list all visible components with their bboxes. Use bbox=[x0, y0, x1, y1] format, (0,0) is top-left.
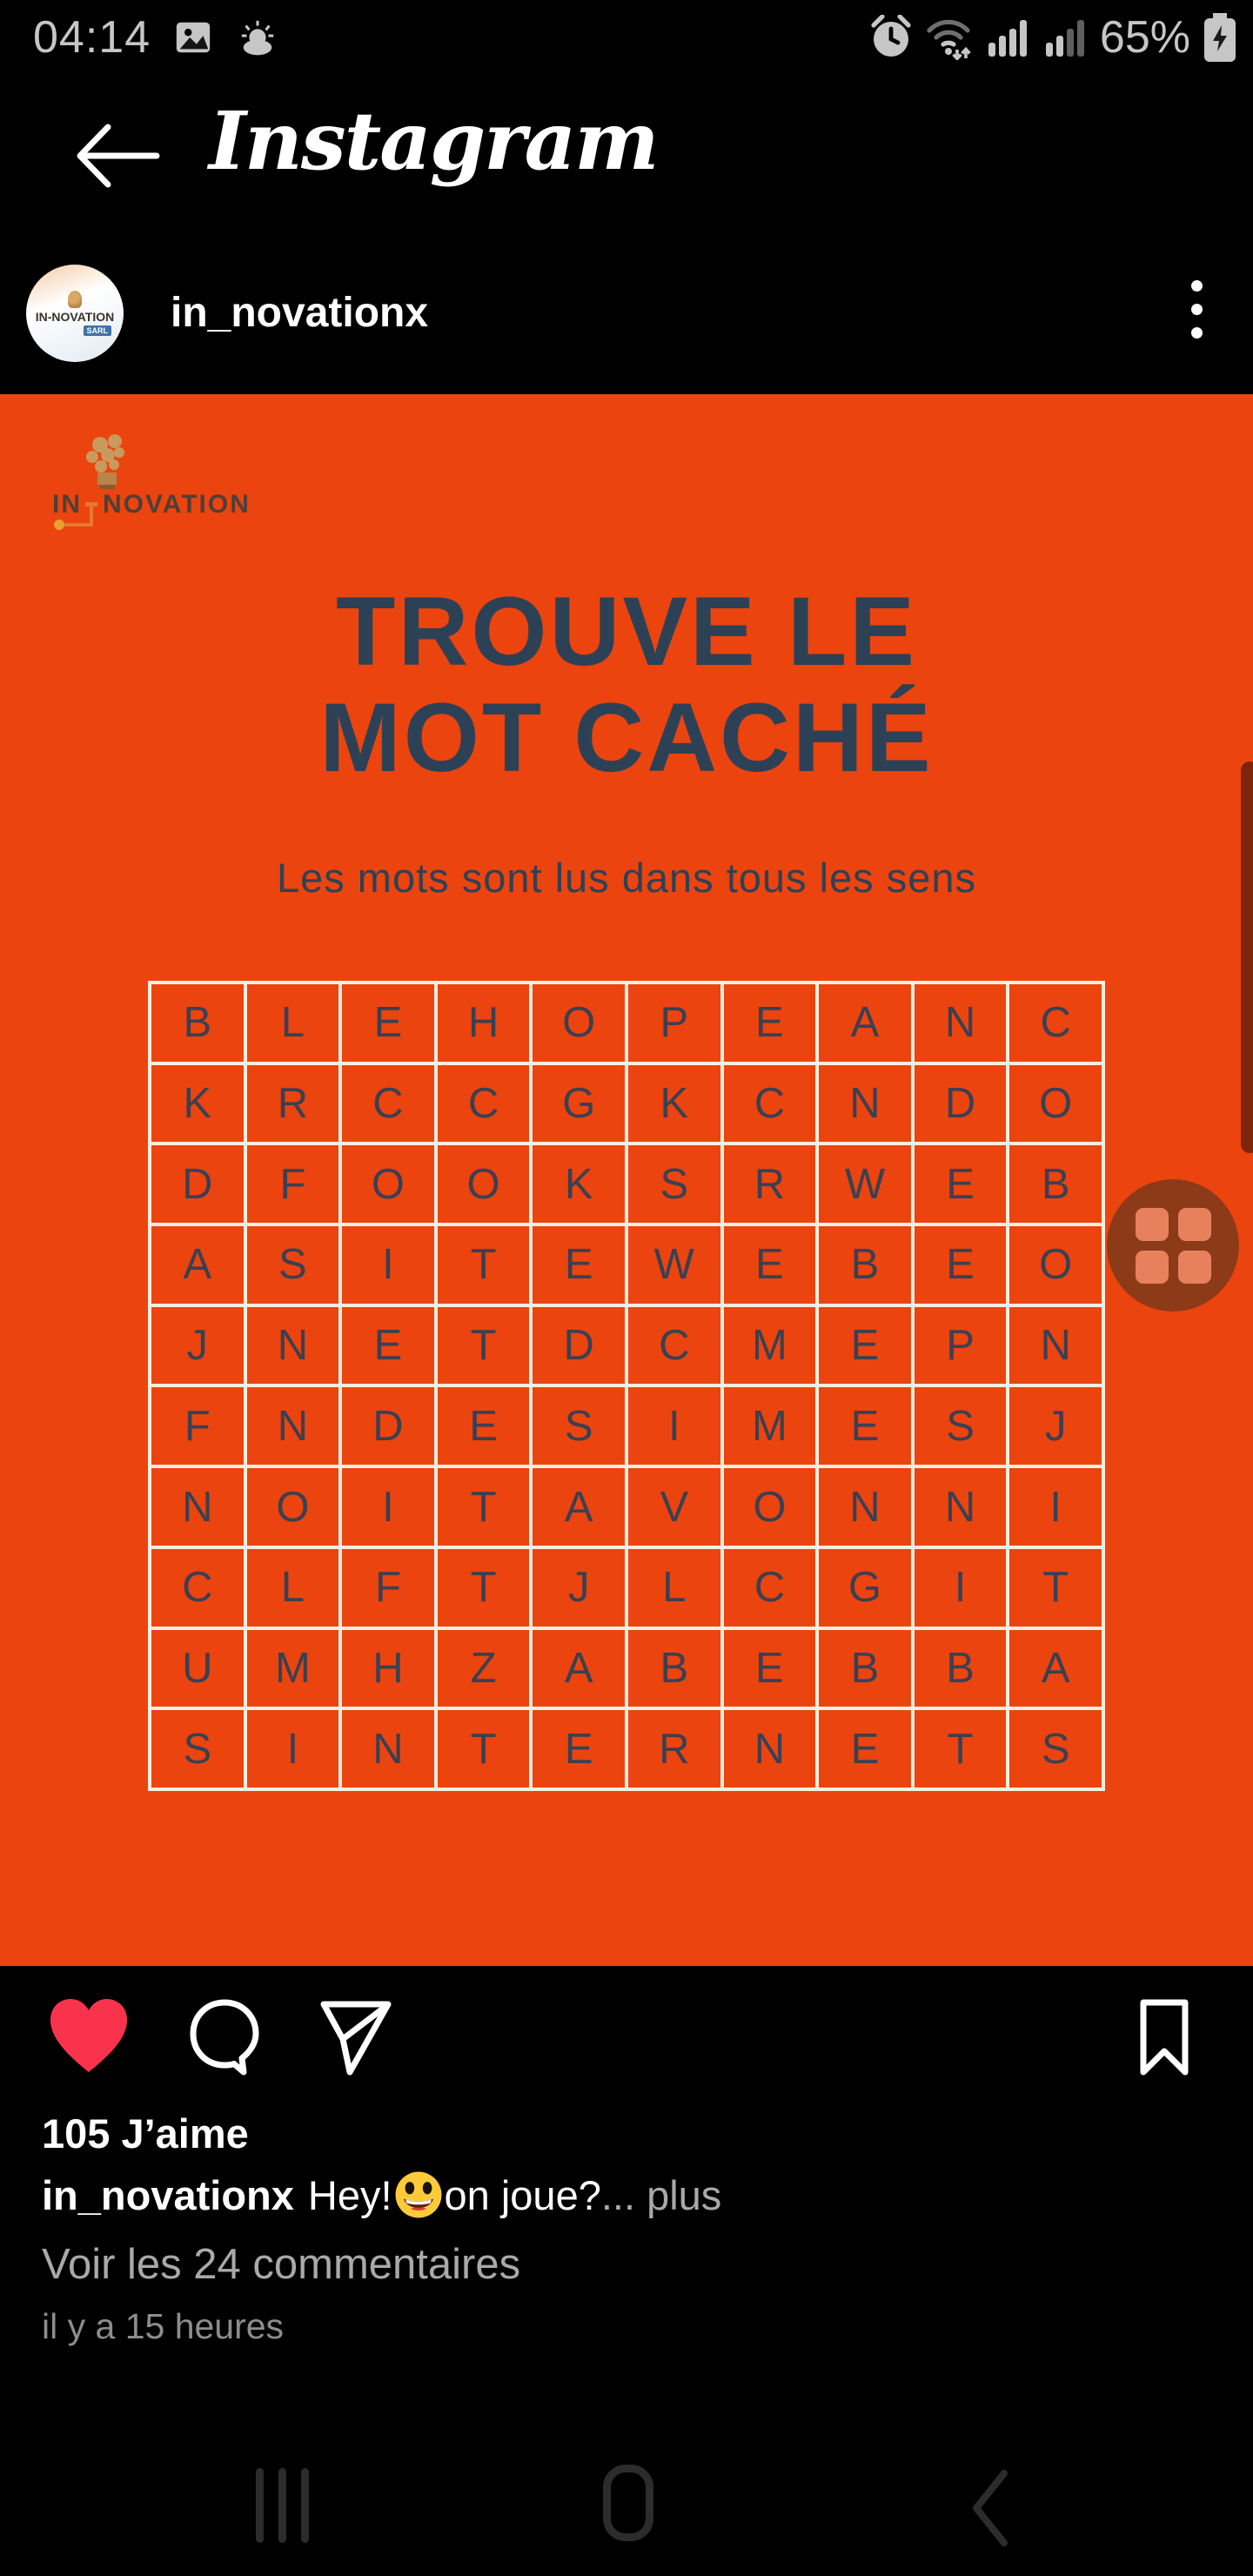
grid-cell: R bbox=[628, 1710, 720, 1788]
grid-cell: E bbox=[342, 984, 434, 1062]
grid-cell: D bbox=[533, 1307, 625, 1385]
grid-cell: V bbox=[628, 1468, 720, 1546]
signal2-icon bbox=[1042, 15, 1088, 60]
grid-cell: N bbox=[819, 1468, 911, 1546]
grid-cell: J bbox=[533, 1549, 625, 1627]
grid-icon bbox=[1136, 1208, 1211, 1284]
grid-cell: L bbox=[247, 1549, 339, 1627]
grid-cell: E bbox=[915, 1226, 1007, 1304]
grid-cell: N bbox=[724, 1710, 816, 1788]
grid-cell: T bbox=[1009, 1549, 1102, 1627]
floating-grid-button[interactable] bbox=[1107, 1179, 1239, 1311]
back-icon[interactable] bbox=[968, 2468, 1013, 2548]
avatar-bulb-icon bbox=[68, 291, 82, 308]
grid-cell: R bbox=[724, 1145, 816, 1223]
grinning-emoji-icon bbox=[394, 2170, 443, 2219]
recents-icon[interactable] bbox=[256, 2468, 309, 2543]
grid-cell: T bbox=[438, 1710, 530, 1788]
three-dot-menu-icon[interactable] bbox=[1191, 280, 1203, 339]
grid-cell: N bbox=[247, 1387, 339, 1465]
grid-cell: O bbox=[342, 1145, 434, 1223]
grid-cell: E bbox=[438, 1387, 530, 1465]
grid-cell: S bbox=[151, 1710, 244, 1788]
grid-cell: E bbox=[915, 1145, 1007, 1223]
grid-cell: F bbox=[151, 1387, 244, 1465]
grid-cell: H bbox=[438, 984, 530, 1062]
grid-cell: E bbox=[533, 1226, 625, 1304]
grid-cell: G bbox=[819, 1549, 911, 1627]
grid-cell: C bbox=[151, 1549, 244, 1627]
grid-cell: A bbox=[151, 1226, 244, 1304]
caption-more-link[interactable]: ... plus bbox=[600, 2171, 722, 2218]
grid-cell: P bbox=[628, 984, 720, 1062]
grid-cell: O bbox=[1009, 1226, 1102, 1304]
grid-cell: T bbox=[438, 1226, 530, 1304]
grid-cell: A bbox=[533, 1630, 625, 1707]
grid-cell: R bbox=[247, 1065, 339, 1143]
grid-cell: I bbox=[342, 1226, 434, 1304]
puzzle-title: TROUVE LE MOT CACHÉ bbox=[319, 577, 934, 792]
grid-cell: I bbox=[247, 1710, 339, 1788]
grid-cell: N bbox=[915, 984, 1007, 1062]
grid-cell: N bbox=[342, 1710, 434, 1788]
grid-cell: B bbox=[628, 1630, 720, 1707]
grid-cell: N bbox=[819, 1065, 911, 1143]
grid-cell: I bbox=[915, 1549, 1007, 1627]
caption-text-after: on joue? bbox=[444, 2171, 601, 2218]
grid-cell: O bbox=[1009, 1065, 1102, 1143]
action-bar bbox=[0, 1966, 1253, 2114]
grid-cell: J bbox=[1009, 1387, 1102, 1465]
grid-cell: K bbox=[533, 1145, 625, 1223]
avatar[interactable] bbox=[26, 265, 124, 362]
weather-icon bbox=[236, 17, 279, 57]
grid-cell: L bbox=[247, 984, 339, 1062]
bookmark-icon[interactable] bbox=[1136, 1997, 1192, 2077]
grid-cell: L bbox=[628, 1549, 720, 1627]
post-image[interactable] bbox=[0, 394, 1253, 1966]
grid-cell: S bbox=[915, 1387, 1007, 1465]
grid-cell: B bbox=[151, 984, 244, 1062]
puzzle-subtitle: Les mots sont lus dans tous les sens bbox=[276, 855, 977, 901]
grid-cell: E bbox=[724, 1630, 816, 1707]
grid-cell: S bbox=[247, 1226, 339, 1304]
caption bbox=[42, 2170, 1208, 2219]
grid-cell: T bbox=[438, 1549, 530, 1627]
grid-cell: H bbox=[342, 1630, 434, 1707]
grid-cell: O bbox=[724, 1468, 816, 1546]
grid-cell: T bbox=[438, 1468, 530, 1546]
svg-text:NOVATION: NOVATION bbox=[103, 490, 251, 519]
grid-cell: E bbox=[819, 1387, 911, 1465]
home-icon[interactable] bbox=[603, 2465, 653, 2541]
scrollbar[interactable] bbox=[1241, 761, 1253, 1153]
app-header bbox=[0, 75, 1253, 249]
post-timestamp: il y a 15 heures bbox=[42, 2306, 285, 2346]
grid-cell: W bbox=[819, 1145, 911, 1223]
instagram-logo: Instagram bbox=[209, 94, 658, 188]
grid-cell: J bbox=[151, 1307, 244, 1385]
grid-cell: E bbox=[533, 1710, 625, 1788]
share-icon[interactable] bbox=[317, 1997, 395, 2077]
wifi-icon bbox=[924, 15, 973, 60]
grid-cell: C bbox=[1009, 984, 1102, 1062]
grid-cell: E bbox=[724, 984, 816, 1062]
post-header bbox=[0, 249, 1253, 394]
grid-cell: N bbox=[915, 1468, 1007, 1546]
grid-cell: M bbox=[724, 1307, 816, 1385]
grid-cell: M bbox=[724, 1387, 816, 1465]
grid-cell: S bbox=[533, 1387, 625, 1465]
word-search-grid bbox=[148, 981, 1105, 1791]
grid-cell: K bbox=[151, 1065, 244, 1143]
caption-username[interactable]: in_novationx bbox=[42, 2171, 294, 2218]
status-time: 04:14 bbox=[33, 12, 151, 63]
battery-charging-icon bbox=[1203, 11, 1237, 64]
grid-cell: E bbox=[342, 1307, 434, 1385]
grid-cell: B bbox=[1009, 1145, 1102, 1223]
svg-text:IN: IN bbox=[52, 490, 82, 519]
battery-percent: 65% bbox=[1099, 12, 1190, 63]
grid-cell: C bbox=[342, 1065, 434, 1143]
grid-cell: E bbox=[819, 1307, 911, 1385]
grid-cell: K bbox=[628, 1065, 720, 1143]
grid-cell: O bbox=[247, 1468, 339, 1546]
grid-cell: C bbox=[628, 1307, 720, 1385]
caption-text-before: Hey! bbox=[307, 2171, 392, 2218]
grid-cell: Z bbox=[438, 1630, 530, 1707]
grid-cell: N bbox=[1009, 1307, 1102, 1385]
post-username[interactable]: in_novationx bbox=[171, 290, 429, 336]
comment-icon[interactable] bbox=[186, 1997, 263, 2077]
grid-cell: A bbox=[819, 984, 911, 1062]
signal-icon bbox=[985, 15, 1030, 60]
grid-cell: U bbox=[151, 1630, 244, 1707]
back-arrow-icon[interactable] bbox=[70, 117, 165, 195]
grid-cell: W bbox=[628, 1226, 720, 1304]
grid-cell: G bbox=[533, 1065, 625, 1143]
grid-cell: N bbox=[151, 1468, 244, 1546]
grid-cell: E bbox=[819, 1710, 911, 1788]
grid-cell: S bbox=[1009, 1710, 1102, 1788]
grid-cell: D bbox=[915, 1065, 1007, 1143]
grid-cell: O bbox=[533, 984, 625, 1062]
grid-cell: O bbox=[438, 1145, 530, 1223]
grid-cell: C bbox=[438, 1065, 530, 1143]
grid-cell: F bbox=[342, 1549, 434, 1627]
grid-cell: F bbox=[247, 1145, 339, 1223]
grid-cell: I bbox=[628, 1387, 720, 1465]
gallery-icon bbox=[173, 17, 213, 57]
grid-cell: C bbox=[724, 1065, 816, 1143]
grid-cell: B bbox=[915, 1630, 1007, 1707]
alarm-icon bbox=[870, 15, 912, 60]
grid-cell: T bbox=[438, 1307, 530, 1385]
view-comments-link[interactable]: Voir les 24 commentaires bbox=[42, 2241, 521, 2288]
like-heart-icon[interactable] bbox=[45, 1996, 132, 2079]
grid-cell: I bbox=[1009, 1468, 1102, 1546]
grid-cell: E bbox=[724, 1226, 816, 1304]
grid-cell: T bbox=[915, 1710, 1007, 1788]
grid-cell: A bbox=[533, 1468, 625, 1546]
grid-cell: A bbox=[1009, 1630, 1102, 1707]
grid-cell: P bbox=[915, 1307, 1007, 1385]
grid-cell: D bbox=[342, 1387, 434, 1465]
grid-cell: I bbox=[342, 1468, 434, 1546]
likes-count[interactable]: 105 J’aime bbox=[42, 2110, 249, 2157]
grid-cell: D bbox=[151, 1145, 244, 1223]
android-nav-bar bbox=[0, 2437, 1253, 2576]
grid-cell: S bbox=[628, 1145, 720, 1223]
grid-cell: M bbox=[247, 1630, 339, 1707]
grid-cell: N bbox=[247, 1307, 339, 1385]
avatar-brand-text: IN-NOVATION bbox=[35, 310, 115, 324]
grid-cell: C bbox=[724, 1549, 816, 1627]
grid-cell: B bbox=[819, 1226, 911, 1304]
avatar-badge: SARL bbox=[84, 325, 112, 336]
innovation-brand-logo bbox=[37, 426, 263, 539]
status-bar bbox=[0, 0, 1253, 75]
grid-cell: B bbox=[819, 1630, 911, 1707]
